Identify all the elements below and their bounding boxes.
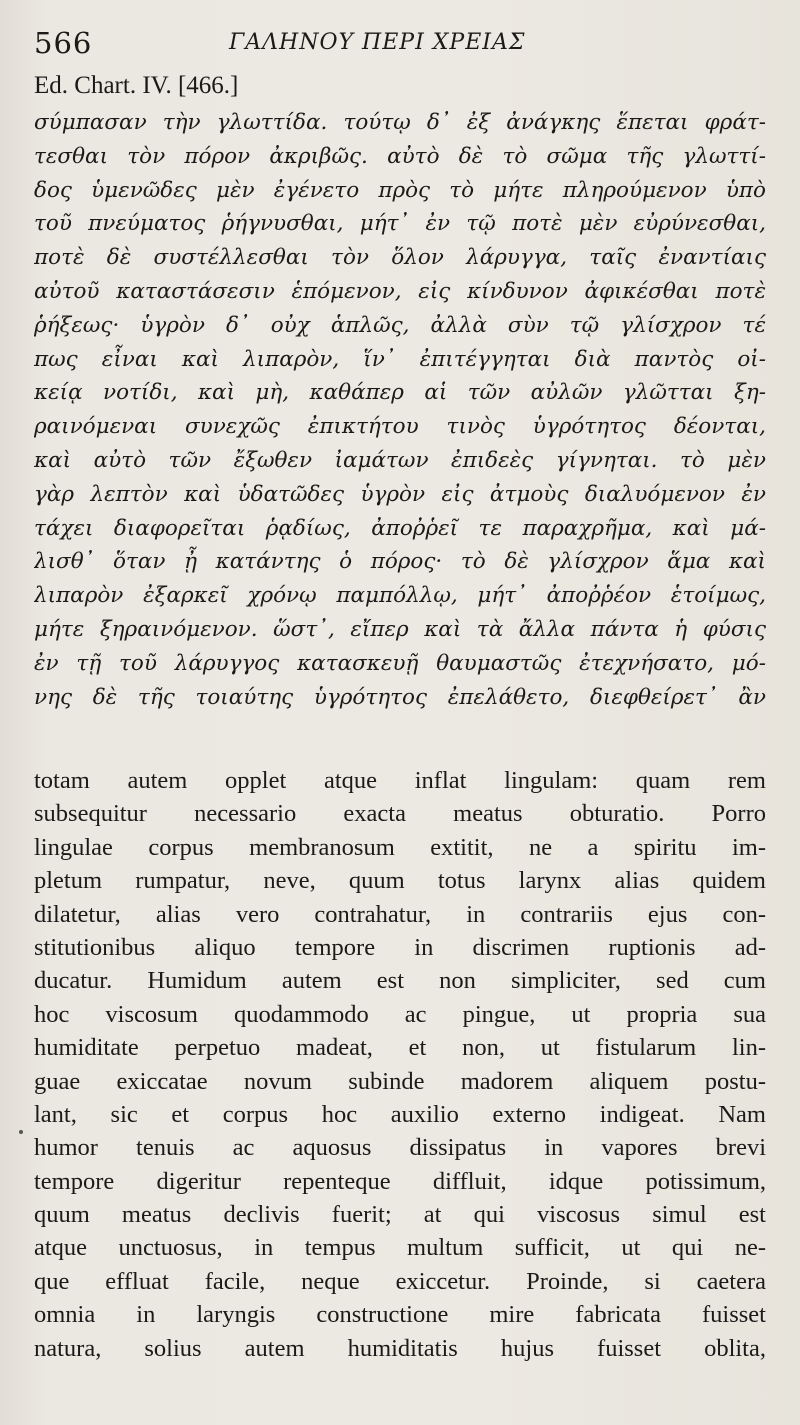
latin-text-line: dilatetur, alias vero contrahatur, in contrariis ejus con- bbox=[34, 900, 766, 928]
greek-text-line: νης δὲ τῆς τοιαύτης ὑγρότητος ἐπελάθετο, διεφθείρετ᾽ ἂν bbox=[34, 684, 766, 710]
ink-speck bbox=[19, 1130, 23, 1134]
latin-text-line: hoc viscosum quodammodo ac pingue, ut propria sua bbox=[34, 1000, 766, 1028]
greek-text-line: τάχει διαφορεῖται ῥᾳδίως, ἀποῤῥεῖ τε παραχρῆμα, καὶ μά- bbox=[34, 515, 766, 541]
greek-text-line: ἐν τῇ τοῦ λάρυγγος κατασκευῇ θαυμαστῶς ἐτεχνήσατο, μό- bbox=[34, 650, 766, 676]
latin-text-line: humor tenuis ac aquosus dissipatus in vapores brevi bbox=[34, 1134, 766, 1162]
latin-text-line: quum meatus declivis fuerit; at qui viscosus simul est bbox=[34, 1201, 766, 1229]
latin-text-line: stitutionibus aliquo tempore in discrimen ruptionis ad- bbox=[34, 933, 766, 961]
greek-text-line: καὶ αὐτὸ τῶν ἔξωθεν ἰαμάτων ἐπιδεὲς γίγνηται. τὸ μὲν bbox=[34, 447, 766, 473]
edition-note: Ed. Chart. IV. [466.] bbox=[34, 72, 239, 99]
greek-text-line: μήτε ξηραινόμενον. ὥστ᾽, εἴπερ καὶ τὰ ἄλλα πάντα ἡ φύσις bbox=[34, 616, 766, 642]
running-title: ΓΑΛΗΝΟΥ ΠΕΡΙ ΧΡΕΙΑΣ bbox=[229, 30, 526, 55]
latin-text-block bbox=[34, 764, 766, 1365]
latin-text-line: que effluat facile, neque exiccetur. Proinde, si caetera bbox=[34, 1267, 766, 1295]
latin-text-line: subsequitur necessario exacta meatus obturatio. Porro bbox=[34, 800, 766, 828]
latin-text-line: guae exiccatae novum subinde madorem aliquem postu- bbox=[34, 1067, 766, 1095]
greek-text-line: λιπαρὸν ἐξαρκεῖ χρόνῳ παμπόλλῳ, μήτ᾽ ἀποῤῥέον ἑτοίμως, bbox=[34, 583, 766, 609]
greek-text-line: λισθ᾽ ὅταν ᾖ κατάντης ὁ πόρος· τὸ δὲ γλίσχρον ἅμα καὶ bbox=[34, 549, 766, 575]
latin-text-line: totam autem opplet atque inflat lingulam: quam rem bbox=[34, 767, 766, 794]
greek-text-line: ποτὲ δὲ συστέλλεσθαι τὸν ὅλον λάρυγγα, ταῖς ἐναντίαις bbox=[34, 245, 766, 271]
greek-text-line: σύμπασαν τὴν γλωττίδα. τούτῳ δ᾽ ἐξ ἀνάγκης ἕπεται φράτ- bbox=[34, 110, 766, 135]
greek-text-line: ῥήξεως· ὑγρὸν δ᾽ οὐχ ἁπλῶς, ἀλλὰ σὺν τῷ γλίσχρον τέ bbox=[34, 312, 766, 338]
greek-text-line: τεσθαι τὸν πόρον ἀκριβῶς. αὐτὸ δὲ τὸ σῶμα τῆς γλωττί- bbox=[34, 143, 766, 169]
latin-text-line: natura, solius autem humiditatis hujus fuisset oblita, bbox=[34, 1334, 766, 1362]
greek-text-line: αὐτοῦ καταστάσεσιν ἑπόμενον, εἰς κίνδυνον ἀφικέσθαι ποτὲ bbox=[34, 278, 766, 304]
greek-text-line: πως εἶναι καὶ λιπαρὸν, ἵν᾽ ἐπιτέγγηται διὰ παντὸς οἰ- bbox=[34, 346, 766, 372]
latin-text-line: pletum rumpatur, neve, quum totus larynx alias quidem bbox=[34, 867, 766, 895]
greek-text-line: τοῦ πνεύματος ῥήγνυσθαι, μήτ᾽ ἐν τῷ ποτὲ μὲν εὐρύνεσθαι, bbox=[34, 211, 766, 237]
latin-text-line: lant, sic et corpus hoc auxilio externo indigeat. Nam bbox=[34, 1100, 766, 1128]
latin-text-line: omnia in laryngis constructione mire fabricata fuisset bbox=[34, 1301, 766, 1329]
latin-text-line: humiditate perpetuo madeat, et non, ut fistularum lin- bbox=[34, 1034, 766, 1062]
latin-text-line: tempore digeritur repenteque diffluit, idque potissimum, bbox=[34, 1167, 766, 1195]
latin-text-line: atque unctuosus, in tempus multum sufficit, ut qui ne- bbox=[34, 1234, 766, 1262]
page-header bbox=[34, 26, 774, 66]
latin-text-line: ducatur. Humidum autem est non simpliciter, sed cum bbox=[34, 967, 766, 995]
greek-text-line: γὰρ λεπτὸν καὶ ὑδατῶδες ὑγρὸν εἰς ἀτμοὺς διαλυόμενον ἐν bbox=[34, 481, 766, 507]
greek-text-line: δος ὑμενῶδες μὲν ἐγένετο πρὸς τὸ μήτε πληρούμενον ὑπὸ bbox=[34, 177, 766, 203]
greek-text-line: ραινόμεναι συνεχῶς ἐπικτήτου τινὸς ὑγρότητος δέονται, bbox=[34, 414, 766, 440]
greek-text-block bbox=[34, 106, 766, 714]
latin-text-line: lingulae corpus membranosum extitit, ne a spiritu im- bbox=[34, 833, 766, 861]
greek-text-line: κείᾳ νοτίδι, καὶ μὴ, καθάπερ αἱ τῶν αὐλῶν γλῶτται ξη- bbox=[34, 380, 766, 406]
page-number: 566 bbox=[34, 26, 93, 60]
